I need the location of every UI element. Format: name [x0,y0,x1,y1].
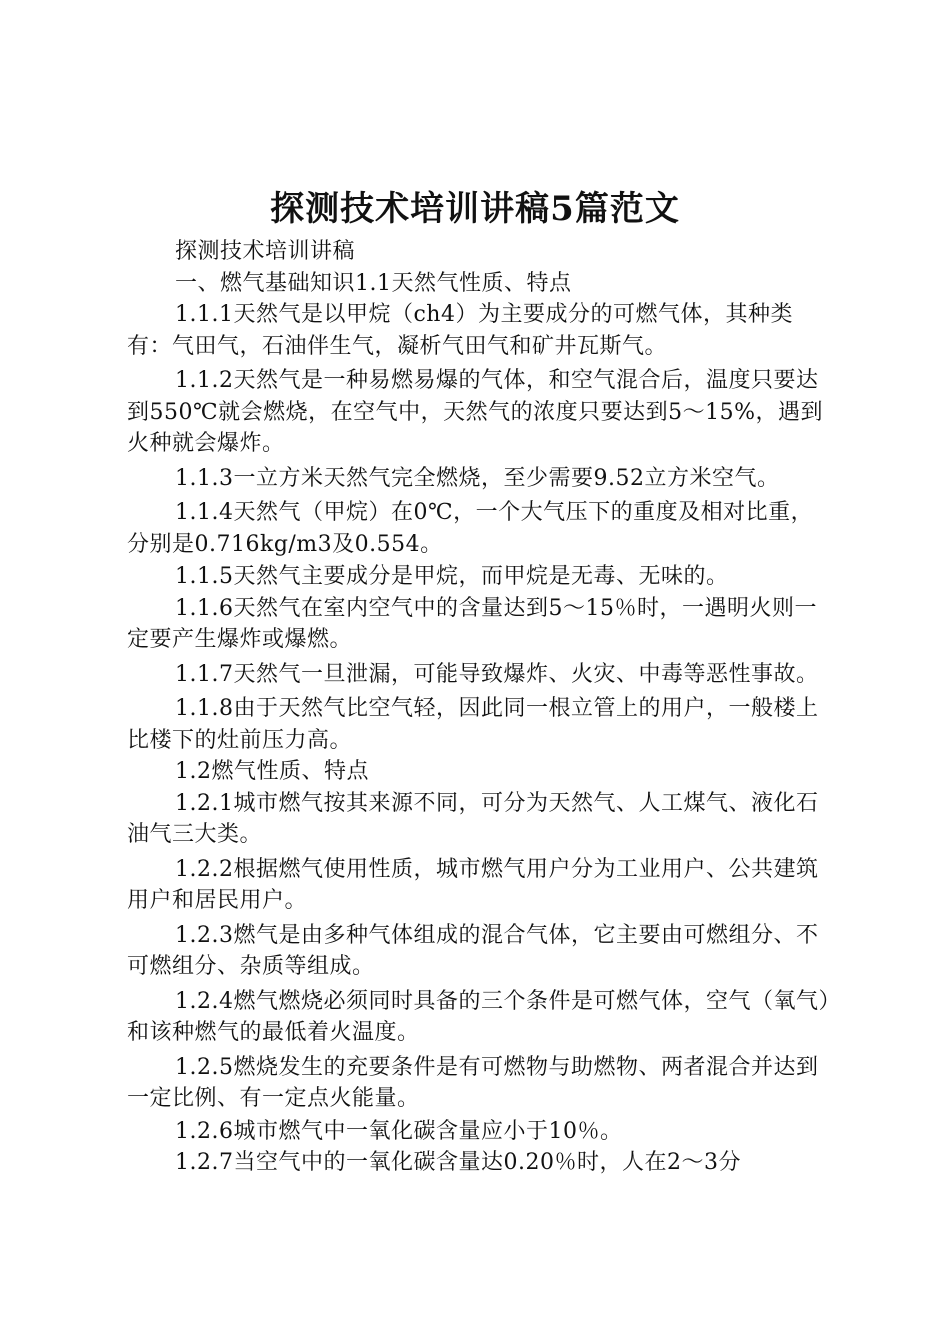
paragraph: 1.1.6天然气在室内空气中的含量达到5～15％时，一遇明火则一定要产生爆炸或爆燃。 [127,595,817,652]
paragraph: 1.2.2根据燃气使用性质，城市燃气用户分为工业用户、公共建筑用户和居民用户。 [127,856,819,913]
paragraph: 1.2.6城市燃气中一氧化碳含量应小于10％。 [175,1118,623,1144]
section-heading: 一、燃气基础知识1.1天然气性质、特点 [175,270,572,296]
paragraph: 1.2.7当空气中的一氧化碳含量达0.20％时，人在2～3分 [175,1150,741,1175]
paragraph: 1.1.5天然气主要成分是甲烷，而甲烷是无毒、无味的。 [175,564,729,589]
paragraph: 1.2.4燃气燃烧必须同时具备的三个条件是可燃气体，空气（氧气）和该种燃气的最低着火温度。 [127,988,830,1045]
paragraph: 1.1.1天然气是以甲烷（ch4）为主要成分的可燃气体，其种类有：气田气，石油伴生气，凝析气田气和矿井瓦斯气。 [127,302,793,359]
paragraph: 1.2.5燃烧发生的充要条件是有可燃物与助燃物、两者混合并达到一定比例、有一定点火能量。 [127,1054,819,1111]
paragraph: 1.1.7天然气一旦泄漏，可能导致爆炸、火灾、中毒等恶性事故。 [175,661,819,687]
paragraph: 1.1.4天然气（甲烷）在0℃，一个大气压下的重度及相对比重，分别是0.716kg/m3及0.554。 [127,500,814,557]
paragraph: 探测技术培训讲稿 [175,239,356,264]
paragraph: 1.2.1城市燃气按其来源不同，可分为天然气、人工煤气、液化石油气三大类。 [127,790,819,847]
document-body [127,236,831,1179]
paragraph: 1.1.8由于天然气比空气轻，因此同一根立管上的用户，一般楼上比楼下的灶前压力高。 [127,696,819,753]
paragraph: 1.2.3燃气是由多种气体组成的混合气体，它主要由可燃组分、不可燃组分、杂质等组成。 [127,922,819,979]
paragraph: 1.1.3一立方米天然气完全燃烧，至少需要9.52立方米空气。 [175,465,780,491]
document-title: 探测技术培训讲稿5篇范文 [270,189,680,229]
paragraph: 1.1.2天然气是一种易燃易爆的气体，和空气混合后，温度只要达到550℃就会燃烧，在空气中，天然气的浓度只要达到5～15%，遇到火种就会爆炸。 [127,368,823,456]
section-heading: 1.2燃气性质、特点 [175,759,369,784]
